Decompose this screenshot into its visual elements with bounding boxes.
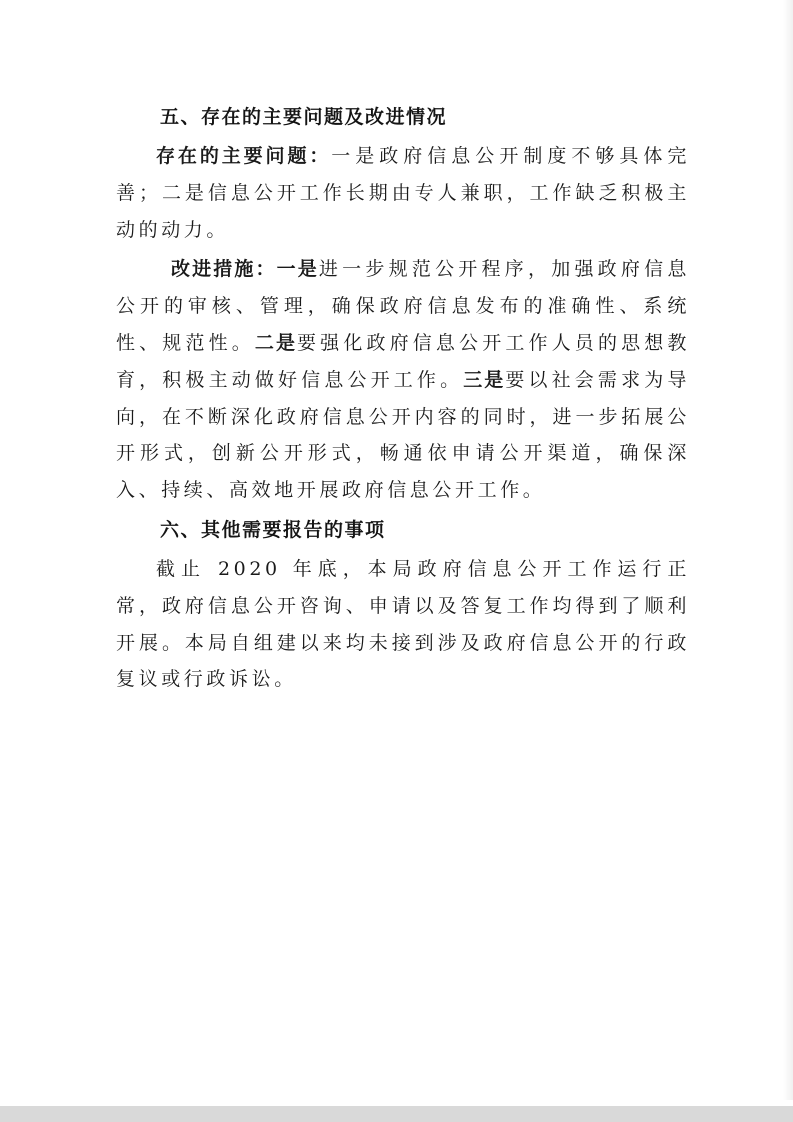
problems-lead: 存在的主要问题：: [156, 145, 332, 167]
measure-1-text: 进一步规范公开程序，加强政府信息公开的审核、管理，确保政府信息发布的准确性、系统性、规范性。: [116, 258, 690, 354]
measure-3-text: 要以社会需求为导向，在不断深化政府信息公开内容的同时，进一步拓展公开形式，创新公开形式，畅通依申请公开渠道，确保深入、持续、高效地开展政府信息公开工作。: [116, 368, 690, 502]
document-body: [116, 99, 690, 701]
measures-paragraph: [116, 251, 690, 509]
problems-paragraph: [116, 138, 690, 248]
measure-1-marker: 一是: [276, 258, 319, 281]
measures-lead: 改进措施：: [171, 258, 277, 281]
scan-edge-shadow: [783, 0, 793, 1100]
section-6-heading: 六、其他需要报告的事项: [160, 518, 386, 541]
problems-text: 一是政府信息公开制度不够具体完善；二是信息公开工作长期由专人兼职，工作缺乏积极主动的动力。: [116, 145, 690, 241]
measure-2-marker: 二是: [254, 331, 298, 354]
scan-bottom-border: [0, 1106, 793, 1122]
other-matters-paragraph: 截止 2020 年底，本局政府信息公开工作运行正常，政府信息公开咨询、申请以及答复工作均得到了顺利开展。本局自组建以来均未接到涉及政府信息公开的行政复议或行政诉讼。: [116, 557, 690, 691]
section-5-heading: 五、存在的主要问题及改进情况: [160, 106, 448, 128]
measure-3-marker: 三是: [463, 368, 506, 391]
measure-2-text: 要强化政府信息公开工作人员的思想教育，积极主动做好信息公开工作。: [116, 331, 690, 391]
